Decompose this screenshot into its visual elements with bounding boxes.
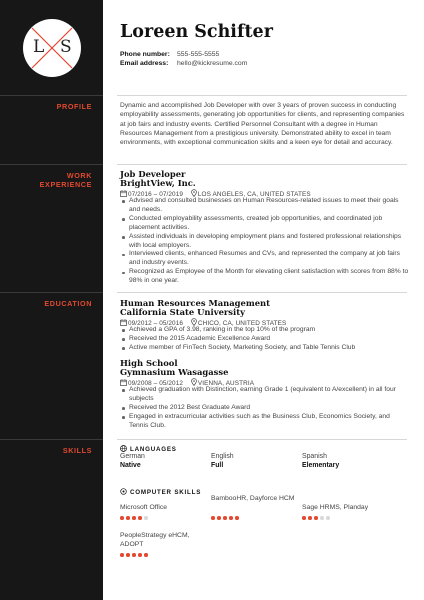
language-name: German [120, 453, 145, 460]
computer-skill-name: Sage HRMS, Planday [302, 504, 369, 511]
section-title-work-line1: WORK [66, 171, 92, 180]
list-item: Engaged in extracurricular activities such as the Business Club, Economics Society, and Tennis Club. [120, 413, 410, 431]
list-item: Received the 2012 Best Graduate Award [120, 404, 410, 413]
rating-dot [138, 516, 142, 520]
list-item: Achieved graduation with Distinction, earning Grade 1 (equivalent to A/excellent) in all four subjects [120, 386, 410, 404]
rating-dot [302, 516, 306, 520]
section-divider [117, 164, 407, 165]
rating-dot [211, 516, 215, 520]
computer-skills-heading-text: COMPUTER SKILLS [130, 489, 202, 496]
rating-dot [308, 516, 312, 520]
language-name: Spanish [302, 453, 327, 460]
computer-skills-heading [120, 488, 201, 497]
education-degree: High School [120, 358, 178, 368]
rating-dot [120, 516, 124, 520]
section-title-profile: PROFILE [56, 102, 92, 111]
rating-dot [138, 553, 142, 557]
rating-dot [229, 516, 233, 520]
avatar-initial-last: S [60, 37, 72, 57]
avatar [23, 19, 81, 77]
education-school: California State University [120, 307, 245, 317]
contact-email [120, 60, 247, 67]
contact-phone [120, 51, 219, 58]
rating-dot [223, 516, 227, 520]
rating-dot [132, 516, 136, 520]
education-dates: 09/2012 – 05/2016 [128, 320, 184, 327]
list-item: Advised and consulted businesses on Human Resources-related issues to meet their goals and needs. [120, 197, 410, 215]
avatar-cross-mark [23, 19, 81, 77]
job-dates: 07/2016 – 07/2019 [128, 191, 184, 198]
list-item: Achieved a GPA of 3.98, ranking in the top 10% of the program [120, 326, 410, 335]
rating-dot [144, 553, 148, 557]
rating-dot [144, 516, 148, 520]
email-label: Email address: [120, 60, 169, 67]
language-level: Native [120, 462, 141, 469]
rating-dot [120, 553, 124, 557]
rating-dot [132, 553, 136, 557]
language-level: Elementary [302, 462, 340, 469]
skill-rating [120, 516, 150, 521]
list-item: Recognized as Employee of the Month for elevating client satisfaction with scores from 88% to 98% in one year. [120, 268, 410, 286]
rating-dot [217, 516, 221, 520]
gear-icon [120, 488, 127, 497]
list-item: Conducted employability assessments, created job opportunities, and coordinated job placement activities. [120, 215, 410, 233]
skill-rating [120, 553, 150, 558]
sidebar-divider [0, 439, 103, 440]
list-item: Assisted individuals in developing employment plans and fostered professional relationships with local employers. [120, 233, 410, 251]
rating-dot [326, 516, 330, 520]
email-value: hello@kickresume.com [177, 60, 248, 67]
section-divider [117, 292, 407, 293]
education-bullets [120, 386, 410, 431]
section-title-skills: SKILLS [62, 446, 92, 455]
language-name: English [211, 453, 234, 460]
education-dates: 09/2008 – 05/2012 [128, 380, 184, 387]
list-item: Active member of FinTech Society, Marketing Society, and Table Tennis Club [120, 344, 410, 353]
education-location: CHICO, CA, UNITED STATES [197, 320, 287, 327]
computer-skill-name: Microsoft Office [120, 504, 168, 511]
job-company: BrightView, Inc. [120, 178, 196, 188]
phone-value: 555-555-5555 [177, 51, 220, 58]
language-level: Full [211, 462, 224, 469]
computer-skill-name: PeopleStrategy eHCM, ADOPT [120, 532, 190, 549]
sidebar-divider [0, 95, 103, 96]
skill-rating [211, 516, 241, 521]
phone-label: Phone number: [120, 51, 170, 58]
rating-dot [126, 516, 130, 520]
candidate-name: Loreen Schifter [120, 22, 273, 42]
education-location: VIENNA, AUSTRIA [197, 380, 255, 387]
sidebar-divider [0, 164, 103, 165]
list-item: Received the 2015 Academic Excellence Award [120, 335, 410, 344]
section-title-education: EDUCATION [44, 299, 92, 308]
education-school: Gymnasium Wasagasse [120, 367, 229, 377]
rating-dot [126, 553, 130, 557]
job-location: LOS ANGELES, CA, UNITED STATES [197, 191, 311, 198]
rating-dot [314, 516, 318, 520]
sidebar [0, 0, 103, 600]
skill-rating [302, 516, 332, 521]
rating-dot [320, 516, 324, 520]
education-bullets [120, 326, 410, 353]
section-divider [117, 95, 407, 96]
profile-summary: Dynamic and accomplished Job Developer with over 3 years of proven success in conducting employability assessments, generating job opportunities for clients, and representing companies at job fairs and industry events. Certified Personnel Consultant with a degree in Human Resources Management from a prestigious university. Demonstrated ability to excel in team environments, with exceptional communication skills and a keen eye for detail and accuracy. [120, 102, 405, 147]
section-divider [117, 439, 407, 440]
computer-skill-name: BambooHR, Dayforce HCM [211, 495, 295, 502]
section-title-work [40, 171, 92, 189]
sidebar-divider [0, 292, 103, 293]
job-title: Job Developer [120, 169, 186, 179]
rating-dot [235, 516, 239, 520]
list-item: Interviewed clients, enhanced Resumes and CVs, and represented the company at job fairs and industry events. [120, 250, 410, 268]
section-title-work-line2: EXPERIENCE [39, 180, 92, 189]
avatar-initial-first: L [33, 37, 45, 57]
languages-heading-text: LANGUAGES [130, 446, 177, 453]
job-bullets [120, 197, 410, 286]
education-degree: Human Resources Management [120, 298, 270, 308]
